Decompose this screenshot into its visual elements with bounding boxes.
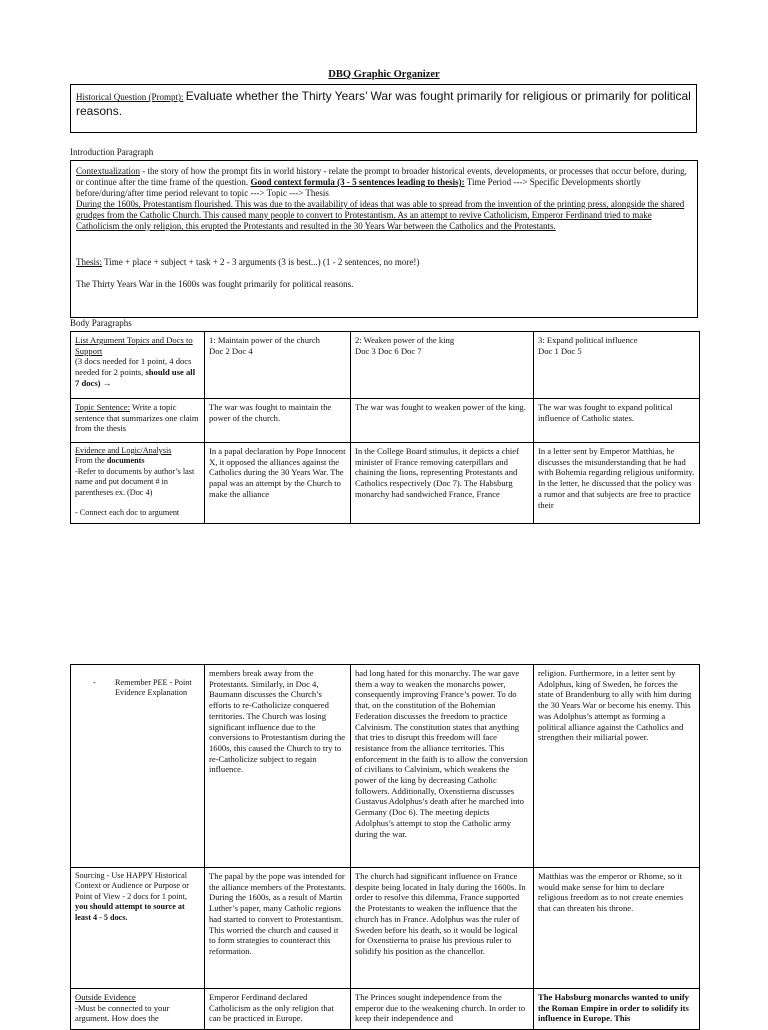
contextualization-answer: During the 1600s, Protestantism flourished. This was due to the availability of ideas that was able to spread from the invention of the printing press, alongside the shared grudges from the Catholic Church. This caused many people to convert to Protestantism. As an attempt to revive Catholicism, Emperor Ferdinand tried to make Catholicism the only religion, this erupted the Protestants and resulted in the 30 Years War between the Catholics and the Protestants.	[76, 199, 685, 231]
evidence-3: In a letter sent by Emperor Matthias, he discusses the misunderstanding that he had with Bohemia regarding religious uniformity. In the letter, he discussed that the policy was a rumor and that subjects are free to practice their	[538, 446, 695, 510]
topic-sentence-label: Topic Sentence:	[75, 402, 130, 412]
topics-label: List Argument Topics and Docs to Support	[75, 335, 193, 356]
outside-evidence-label-cell	[71, 989, 205, 1030]
topics-label-cell	[71, 332, 205, 399]
evidence-label-cell	[71, 443, 205, 524]
table-row	[71, 443, 700, 524]
body-heading: Body Paragraphs	[70, 318, 132, 328]
topic-sentence-label-cell	[71, 399, 205, 443]
contextualization-instructions	[76, 166, 692, 199]
sourcing-1: The papal by the pope was intended for the alliance members of the Protestants. During the 1600s, as a result of Martin Luther’s paper, many Catholic regions had started to convert to Protestantism. This worried the church and caused it to form strategies to counteract this reformation.	[205, 868, 351, 989]
historical-question-box	[70, 84, 697, 133]
outside-evidence-desc: -Must be connected to your argument. How does the	[75, 1002, 170, 1024]
table-row	[71, 868, 700, 989]
evidence-1: In a papal declaration by Pope Innocent X, it opposed the alliances against the Catholics during the 30 Years War. The papal was an attempt by the Church to make the alliance	[209, 446, 346, 499]
thesis-instructions	[76, 257, 692, 268]
argument-1-cell	[205, 332, 351, 399]
evidence-label-connect: - Connect each doc to argument	[75, 508, 180, 518]
page-title: DBQ Graphic Organizer	[328, 69, 440, 80]
evidence-label-documents: documents	[106, 456, 145, 466]
evidence-label-from: From the	[75, 456, 107, 466]
body-table-page1	[70, 331, 700, 524]
sourcing-label-bold: you should attempt to source at least 4 - 5 docs.	[75, 902, 185, 922]
body-table-page2	[70, 664, 700, 1030]
argument-1-docs: Doc 2 Doc 4	[209, 345, 253, 356]
argument-2-title: 2: Weaken power of the king	[355, 335, 455, 345]
outside-evidence-1-cell	[205, 989, 351, 1030]
intro-heading: Introduction Paragraph	[70, 147, 154, 157]
context-formula-label: Good context formula (3 - 5 sentences leading to thesis):	[250, 177, 465, 187]
argument-2-cell	[351, 332, 534, 399]
evidence-2-continued: had long hated for this monarchy. The war gave them a way to weaken the monarchs power, consequently improving France’s power. To do that, on the constitution of the Bohemian Federation discusses the freedom to practice Calvinism. The constitution states that anything that tries to disrupt this freedom will face resistance from the alliance territories. This enforcement in the faith is to allow the conversion of civilians to Calvinism, which weakens the power of the king by decreasing Catholic followers. Additionally, Oxenstierna discusses Gustavus Adolphus’s death after he marched into Germany (Doc 6). The meeting depicts Adolphus’s attempt to stop the Catholic army during the war.	[351, 665, 534, 868]
pee-label-cell	[71, 665, 205, 868]
argument-2-docs: Doc 3 Doc 6 Doc 7	[355, 345, 422, 356]
outside-evidence-label: Outside Evidence	[75, 992, 136, 1002]
evidence-label-instructions: -Refer to documents by author’s last name and put document # in parentheses ex. (Doc 4)	[75, 466, 195, 497]
argument-3-docs: Doc 1 Doc 5	[538, 345, 582, 356]
evidence-1-cell	[205, 443, 351, 524]
table-row	[71, 332, 700, 399]
sourcing-label-cell	[71, 868, 205, 989]
table-row	[71, 665, 700, 868]
contextualization-desc: - the story of how the prompt fits in world history - relate the prompt to broader historical events, developments, or processes that occur before, during, or continue after the time frame of the question.	[76, 166, 687, 187]
outside-evidence-2-cell	[351, 989, 534, 1030]
sourcing-label: Sourcing - Use HAPPY Historical Context or Audience or Purpose or Point of View - 2 docs for 1 point,	[75, 871, 189, 901]
thesis-answer: The Thirty Years War in the 1600s was fought primarily for political reasons.	[76, 279, 354, 289]
thesis-label: Thesis:	[76, 257, 102, 267]
sourcing-3: Matthias was the emperor or Rhome, so it would make sense for him to declare religious freedom as to not create enemies that can threaten his throne.	[534, 868, 700, 989]
table-row	[71, 989, 700, 1030]
question-label: Historical Question (Prompt):	[76, 92, 184, 102]
topic-sentence-2: The war was fought to weaken power of the king.	[351, 399, 534, 443]
evidence-1-continued: members break away from the Protestants. Similarly, in Doc 4, Baumann discusses the Church’s efforts to re-Catholicize conquered territories. The Church was losing significant influence due to the conversions to Protestantism during the 1600s, this caused the Church to try to re-Catholicize subject to regain influence.	[205, 665, 351, 868]
bullet: -	[93, 678, 96, 687]
introduction-box	[70, 160, 698, 318]
table-row	[71, 399, 700, 443]
sourcing-2: The church had significant influence on France despite being located in Italy during the 1600s. In order to resolve this dilemma, France supported the Protestants to weaken the influence that the church has in France. Adolphus was the ruler of Sweden before his death, so it would be logical for Oxenstierna to praise his previous ruler to solidify his position as the chancellor.	[351, 868, 534, 989]
thesis-desc: Time + place + subject + task + 2 - 3 arguments (3 is best...) (1 - 2 sentences, no more!)	[102, 257, 420, 267]
pee-label: Remember PEE - Point Evidence Explanation	[115, 678, 192, 698]
topics-label-note: (3 docs needed for 1 point, 4 docs needed for 2 points,	[75, 356, 192, 378]
topic-sentence-3: The war was fought to expand political influence of Catholic states.	[534, 399, 700, 443]
context-formula-text: Time Period ---> Specific Developments shortly before/during/after time period relevant to topic ---> Topic ---> Thesis	[76, 177, 641, 198]
outside-evidence-3: The Habsburg monarchs wanted to unify the Roman Empire in order to solidify its influence in Europe. This	[538, 992, 689, 1024]
outside-evidence-1: Emperor Ferdinand declared Catholicism as the only religion that can be practiced in Europe.	[209, 992, 334, 1024]
topic-sentence-1: The war was fought to maintain the power of the church.	[205, 399, 351, 443]
outside-evidence-3-cell	[534, 989, 700, 1030]
evidence-2-cell	[351, 443, 534, 524]
evidence-3-continued: religion. Furthermore, in a letter sent by Adolphus, king of Sweden, he forces the state of Brandenburg to ally with him during the 30 Years War or become his enemy. This was Adolphus’s attempt as forming a political alliance against the Catholics and strengthen their miliarial power.	[534, 665, 700, 868]
topics-label-bold: should use all 7 docs)	[75, 367, 196, 388]
argument-1-title: 1: Maintain power of the church	[209, 335, 320, 345]
argument-3-cell	[534, 332, 700, 399]
question-prompt: Evaluate whether the Thirty Years’ War was fought primarily for religious or primarily for political reasons.	[76, 89, 691, 118]
outside-evidence-2: The Princes sought independence from the emperor due to the weakening church. In order to keep their independence and	[355, 992, 526, 1024]
evidence-3-cell	[534, 443, 700, 524]
evidence-label: Evidence and Logic/Analysis	[75, 446, 172, 455]
contextualization-label: Contextualization	[76, 166, 140, 176]
arrow-right-icon: →	[102, 377, 112, 388]
topic-sentence-desc: Write a topic sentence that summarizes one claim from the thesis	[75, 402, 199, 434]
argument-3-title: 3: Expand political influence	[538, 335, 638, 345]
evidence-2: In the College Board stimulus, it depicts a chief minister of France removing caterpillars and chaining the lions, representing Protestants and Catholics respectively (Doc 7). The Habsburg monarchy had sandwiched France, France	[355, 446, 519, 499]
